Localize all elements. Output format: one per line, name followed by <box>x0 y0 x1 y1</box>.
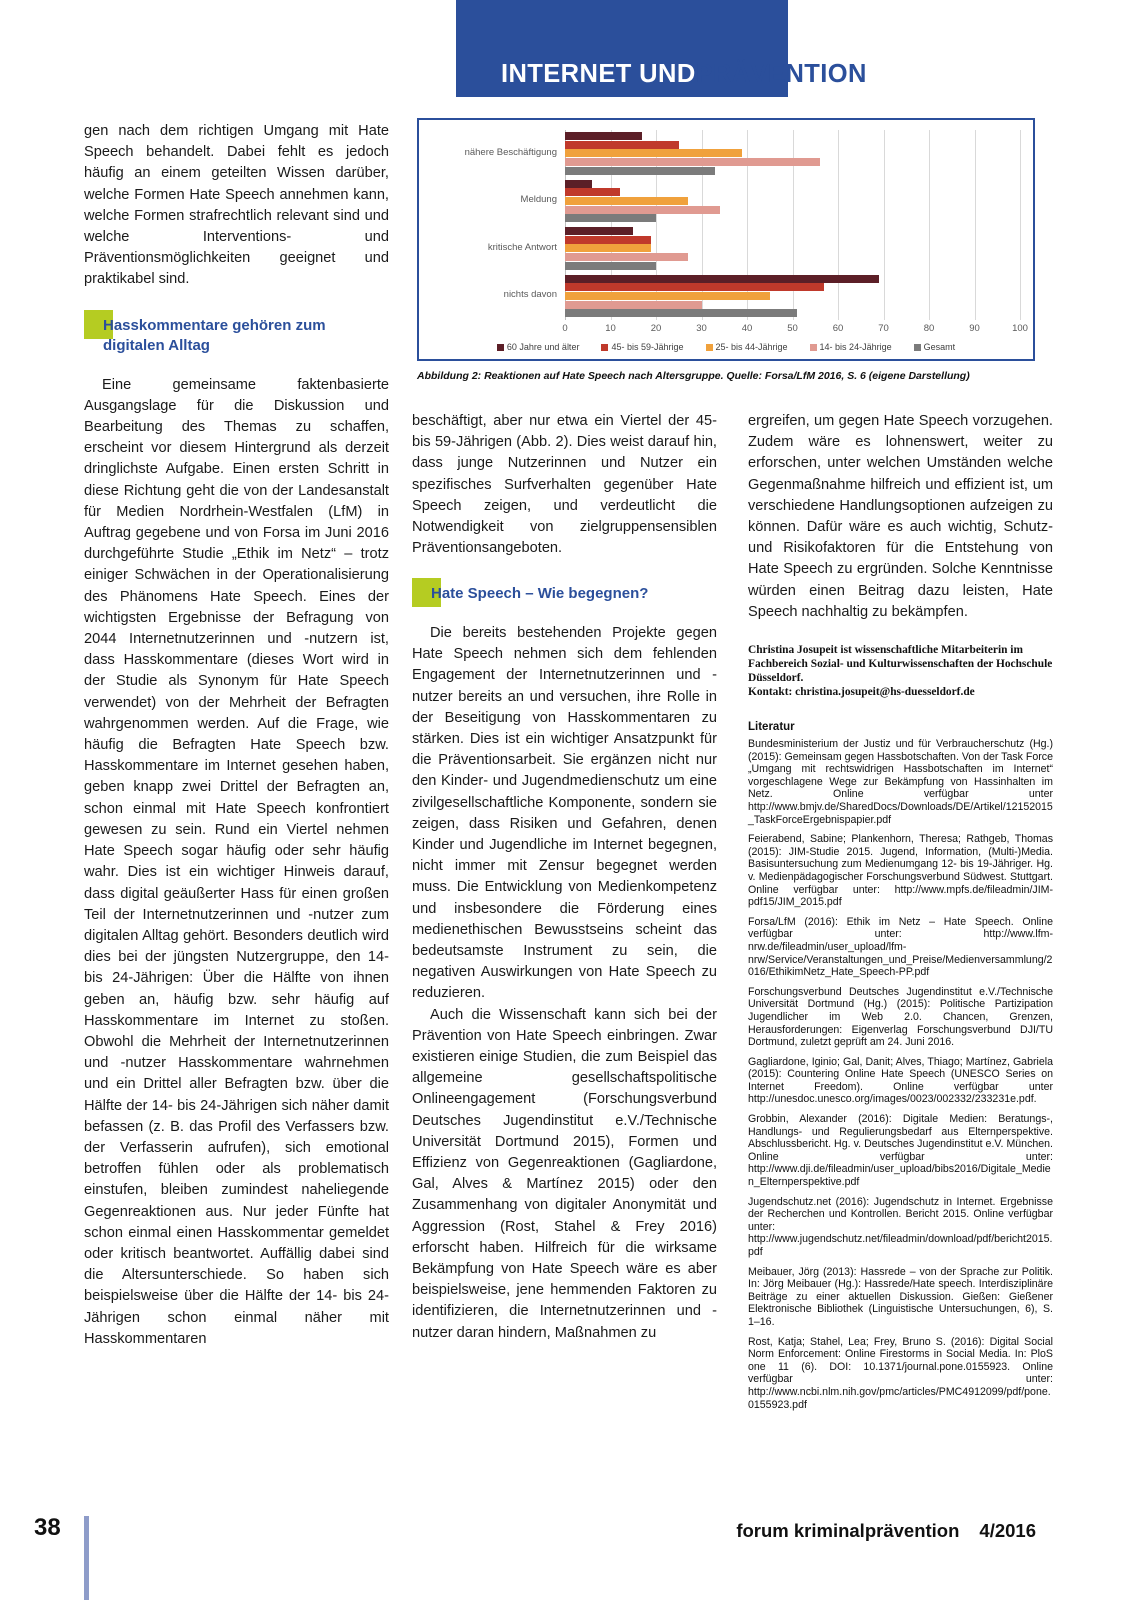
paragraph: Eine gemeinsame faktenbasierte Ausgangslage für die Diskussion und Bearbeitung des Themas zu schaffen, erscheint vor diesem Hintergrund als derzeit dringlichste Aufgabe. Einen ersten Schritt in diese Richtung geht die von der Landesanstalt für Medien Nordrhein-Westfalen (LfM) in Auftrag gegebene und von Forsa im Juni 2016 durchgeführte Studie „Ethik im Netz“ – trotz einiger Schwächen in der Operationalisierung des Phänomens Hate Speech. Eines der wichtigsten Ergebnisse der Befragung von 2044 Internetnutzerinnen und -nutzern ist, dass Hasskommentare (dieses Wort wird in der Studie als Synonym für Hate Speech verwendet) von der Mehrheit der Befragten wahrgenommen werden. Auf die Frage, wie häufig die Befragten Hate Speech bzw. Hasskommentare im Internet gesehen haben, geben knapp zwei Drittel der Befragten an, schon einmal mit Hate Speech konfrontiert gewesen zu sein. Rund ein Viertel nehmen Hate Speech sogar häufig oder sehr häufig wahr. Dies ist ein wichtiger Hinweis darauf, dass digital geäußerter Hass für einen großen Teil der Internetnutzerinnen und -nutzer zum digitalen Alltag gehört. Besonders deutlich wird dies bei der jüngsten Nutzergruppe, den 14- bis 24-Jährigen: Über die Hälfte von ihnen geben an, häufig bzw. sehr häufig auf Hasskommentare im Internet zu stoßen. Obwohl die Mehrheit der Internetnutzerinnen und -nutzer Hasskommentare wahrnehmen und ein Drittel aller Befragten bzw. über die Hälfte der 14- bis 24-Jährigen sich näher damit befassen (z. B. das Profil des Verfassers bzw. der Verfasserin aufrufen), sich emotional betroffen fühlen oder als problematisch einstufen, bleiben zumindest naheliegende Gegenreaktionen aus. Nur jeder Fünfte hat schon einmal einen Hasskommentar gemeldet oder kritisch beantwortet. Auffällig dabei sind die Altersunterschiede. So haben sich beispielsweise über die Hälfte der 14- bis 24-Jährigen schon einmal näher mit Hasskommentaren <box>84 376 389 1347</box>
paragraph: ergreifen, um gegen Hate Speech vorzugehen. Zudem wäre es lohnenswert, weiter zu erforschen, unter welchen Umständen welche Gegenmaßnahme hilfreich und effizient ist, um verschiedene Handlungsoptionen aufzeigen zu können. Dafür wäre es auch wichtig, Schutz- und Risikofaktoren für die Entstehung von Hate Speech zu ergründen. Solche Kenntnisse würden einen Beitrag dazu leisten, Hate Speech nachhaltig zu bekämpfen. <box>748 413 1053 620</box>
chart-bar <box>565 283 824 291</box>
chart-x-tick-label: 50 <box>787 323 798 334</box>
paragraph: gen nach dem richtigen Umgang mit Hate Speech behandelt. Dabei fehlt es jedoch häufig an einem geteilten Wissen darüber, welche Formen Hate Speech annehmen kann, welche Formen strafrechtlich relevant sind und welche Interventions- und Präventionsmöglichkeiten geeignet und praktikabel sind. <box>84 123 389 288</box>
chart-bar <box>565 149 742 157</box>
chart-bar <box>565 132 642 140</box>
chart-bar <box>565 197 688 205</box>
footer-rule <box>84 1516 89 1600</box>
chart-legend-swatch <box>601 344 608 351</box>
chart-bar <box>565 262 656 270</box>
page-number: 38 <box>34 1514 61 1541</box>
chart-category-label: Meldung <box>520 194 557 206</box>
text-column-2 <box>412 411 717 1344</box>
chart-legend-item <box>914 342 956 352</box>
chart-legend-label: Gesamt <box>923 342 956 352</box>
literature-entry: Gagliardone, Iginio; Gal, Danit; Alves, Thiago; Martínez, Gabriela (2015): Countering Online Hate Speech (UNESCO Series on Internet Freedom). Online verfügbar unter http://unesdoc.unesco.org/images/0023/002332/233231e.pdf. <box>748 1055 1053 1106</box>
text-column-1 <box>84 121 389 1350</box>
chart-x-tick-label: 10 <box>605 323 616 334</box>
chart-x-tick-label: 70 <box>878 323 889 334</box>
chart-bar <box>565 214 656 222</box>
literature-entry: Feierabend, Sabine; Plankenhorn, Theresa; Rathgeb, Thomas (2015): JIM-Studie 2015. Jugend, Information, (Multi-)Media. Basisuntersuchung zum Medienumgang 12- bis 19-Jähriger. Hg. v. Medienpädagogischer Forschungsverbund Südwest. Stuttgart. Online verfügbar unter: http://www.mpfs.de/fileadmin/JIM-pdf15/JIM_2015.pdf <box>748 833 1053 909</box>
chart-category-label: kritische Antwort <box>487 241 557 253</box>
chart-x-axis-ticks <box>562 323 1028 337</box>
issue-number: 4/2016 <box>979 1520 1036 1541</box>
section-heading-hasskommentare <box>84 310 389 357</box>
literature-entry: Grobbin, Alexander (2016): Digitale Medien: Beratungs-, Handlungs- und Regulierungsbedarf aus Elternperspektive. Abschlussbericht. Hg. v. Deutsches Jugendinstitut e.V. München. Online verfügbar unter: http://www.dji.de/fileadmin/user_upload/bibs2016/Digitale_Medien_Elternperspektive.pdf <box>748 1113 1053 1189</box>
author-note: Christina Josupeit ist wissenschaftliche Mitarbeiterin im Fachbereich Sozial- und Kulturwissenschaften der Hochschule Düsseldorf. Kontakt: christina.josupeit@hs-duesseldorf.de <box>748 644 1053 699</box>
chart-x-tick-label: 30 <box>696 323 707 334</box>
literature-entry: Jugendschutz.net (2016): Jugendschutz in Internet. Ergebnisse der Recherchen und Kontrollen. Bericht 2015. Online verfügbar unter: http://www.jugendschutz.net/fileadmin/download/pdf/bericht2015.pdf <box>748 1195 1053 1258</box>
literature-list <box>748 738 1053 1411</box>
literature-entry: Forschungsverbund Deutsches Jugendinstitut e.V./Technische Universität Dortmund (Hg.) (2015): Politische Partizipation Jugendlicher im Web 2.0. Chancen, Grenzen, Herausforderungen: Eigenverlag Forschungsverbund DJI/TU Dortmund, zuletzt geprüft am 24. Juni 2016. <box>748 985 1053 1049</box>
chart-legend-label: 60 Jahre und älter <box>506 342 580 352</box>
chart-bar <box>565 309 797 317</box>
chart-plot-area <box>565 130 1020 320</box>
text-column-3 <box>748 411 1053 1418</box>
publication-name: forum kriminalprävention <box>736 1520 960 1541</box>
section-heading-wie-begegnen <box>412 578 717 605</box>
chart-bar <box>565 206 720 214</box>
chart-x-tick-label: 60 <box>832 323 844 334</box>
chart-bar <box>565 180 592 188</box>
chart-bar <box>565 227 633 235</box>
chart-x-tick-label: 80 <box>923 323 935 334</box>
chart-x-tick-label: 100 <box>1012 323 1028 334</box>
section-heading-text: Hasskommentare gehören zum digitalen Alltag <box>103 316 326 355</box>
literature-heading: Literatur <box>748 721 795 734</box>
page-title <box>456 58 1016 98</box>
paragraph: beschäftigt, aber nur etwa ein Viertel der 45- bis 59-Jährigen (Abb. 2). Dies weist darauf hin, dass junge Nutzerinnen und Nutzer ein spezifisches Surfverhalten gegenüber Hate Speech zeigen, und verdeutlicht die Notwendigkeit von zielgruppensensiblen Präventionsangeboten. <box>412 413 717 557</box>
chart-category-labels <box>427 130 557 320</box>
chart-bar <box>565 253 688 261</box>
chart-bar <box>565 158 820 166</box>
literature-entry: Forsa/LfM (2016): Ethik im Netz – Hate Speech. Online verfügbar unter: http://www.lfm-nrw.de/fileadmin/user_upload/lfm-nrw/Service/Veranstaltungen_und_Preise/Medienversammlung/2016/EthikimNetz_Hate_Speech-PP.pdf <box>748 915 1053 979</box>
chart-bar <box>565 188 620 196</box>
chart-gridline <box>929 130 930 320</box>
chart-x-tick-label: 20 <box>650 323 662 334</box>
section-heading-text: Hate Speech – Wie begegnen? <box>431 585 649 603</box>
page-title-rest: PRÄVENTION <box>695 60 867 88</box>
chart-bar <box>565 301 702 309</box>
chart-x-tick-label: 90 <box>969 323 980 334</box>
chart-bar <box>565 141 679 149</box>
chart-legend-swatch <box>706 344 713 351</box>
page-title-highlight: INTERNET UND <box>501 60 696 88</box>
chart-legend <box>419 342 1033 352</box>
literature-entry: Bundesministerium der Justiz und für Verbraucherschutz (Hg.) (2015): Gemeinsam gegen Hassbotschaften. Von der Task Force „Umgang mit rechtswidrigen Hassbotschaften im Internet“ vorgeschlagene Wege zur Bekämpfung von Hassinhalten im Netz. Online verfügbar unter http://www.bmjv.de/SharedDocs/Downloads/DE/Artikel/12152015_TaskForceErgebnispapier.pdf <box>748 738 1053 826</box>
chart-gridline <box>975 130 976 320</box>
chart-gridline <box>884 130 885 320</box>
chart-bar <box>565 167 715 175</box>
chart-category-label: nähere Beschäftigung <box>464 146 557 158</box>
chart-area <box>419 120 1033 359</box>
literature-entry: Meibauer, Jörg (2013): Hassrede – von der Sprache zur Politik. In: Jörg Meibauer (Hg.): Hassrede/Hate speech. Interdisziplinäre Beiträge zu einer aktuellen Diskussion. Gießen: Gießener Elektronische Bibliothek (Linguistische Untersuchungen, 6), S. 1–16. <box>748 1265 1053 1328</box>
chart-legend-swatch <box>497 344 504 351</box>
paragraph: Die bereits bestehenden Projekte gegen Hate Speech nehmen sich dem fehlenden Engagement der Internetnutzerinnen und -nutzer bereits an und versuchen, ihre Rolle in der Beseitigung von Hasskommentaren zu stärken. Dies ist ein wichtiger Ansatzpunkt für die Präventionsarbeit. Sie ergänzen nicht nur den Kinder- und Jugendmedienschutz um eine zivilgesellschaftliche Komponente, sondern sie zeigen, dass Risiken und Gefahren, denen Kinder und Jugendliche im Internet begegnen, nicht immer mit Zensur begegnet werden muss. Die Entwicklung von Medienkompetenz und insbesondere die Förderung eines medienethischen Bewusstseins scheint das bedeutsamste Instrument zu sein, die negativen Auswirkungen von Hate Speech zu reduzieren. <box>412 624 717 1002</box>
chart-legend-swatch <box>810 344 817 351</box>
figure-bar-chart <box>417 118 1035 361</box>
chart-category-label: nichts davon <box>503 289 557 301</box>
chart-bar <box>565 275 879 283</box>
footer-publication <box>736 1520 1036 1542</box>
figure-caption: Abbildung 2: Reaktionen auf Hate Speech nach Altersgruppe. Quelle: Forsa/LfM 2016, S. 6 (eigene Darstellung) <box>417 370 970 382</box>
chart-gridline <box>1020 130 1021 320</box>
chart-gridline <box>838 130 839 320</box>
chart-legend-item <box>706 342 788 352</box>
chart-legend-label: 25- bis 44-Jährige <box>715 342 788 352</box>
literature-entry: Rost, Katja; Stahel, Lea; Frey, Bruno S. (2016): Digital Social Norm Enforcement: Online Firestorms in Social Media. In: PloS one 11 (6). DOI: 10.1371/journal.pone.0155923. Online verfügbar unter: http://www.ncbi.nlm.nih.gov/pmc/articles/PMC4912099/pdf/pone.0155923.pdf <box>748 1335 1053 1411</box>
chart-x-tick-label: 40 <box>741 323 753 334</box>
paragraph: Auch die Wissenschaft kann sich bei der Prävention von Hate Speech einbringen. Zwar existieren einige Studien, die zum Beispiel das allgemeine gesellschaftspolitische Onlineengagement (Forschungsverbund Deutsches Jugendinstitut e.V./Technische Universität Dortmund 2015), Formen und Effizienz von Gegenreaktionen (Gagliardone, Gal, Alves & Martínez 2015) oder den Zusammenhang von digitaler Anonymität und Aggression (Rost, Stahel & Frey 2016) erforscht haben. Hilfreich für die wirksame Bekämpfung von Hate Speech wäre es aber beispielsweise, jene hemmenden Faktoren zu identifizieren, die Internetnutzerinnen und -nutzer daran hindern, Maßnahmen zu <box>412 1006 717 1341</box>
chart-legend-swatch <box>914 344 921 351</box>
chart-bar <box>565 236 651 244</box>
chart-x-tick-label: 0 <box>562 323 568 334</box>
chart-legend-item <box>810 342 892 352</box>
chart-bar <box>565 292 770 300</box>
chart-legend-label: 14- bis 24-Jährige <box>819 342 892 352</box>
chart-bar <box>565 244 651 252</box>
chart-legend-label: 45- bis 59-Jährige <box>611 342 684 352</box>
chart-legend-item <box>601 342 683 352</box>
chart-legend-item <box>497 342 580 352</box>
